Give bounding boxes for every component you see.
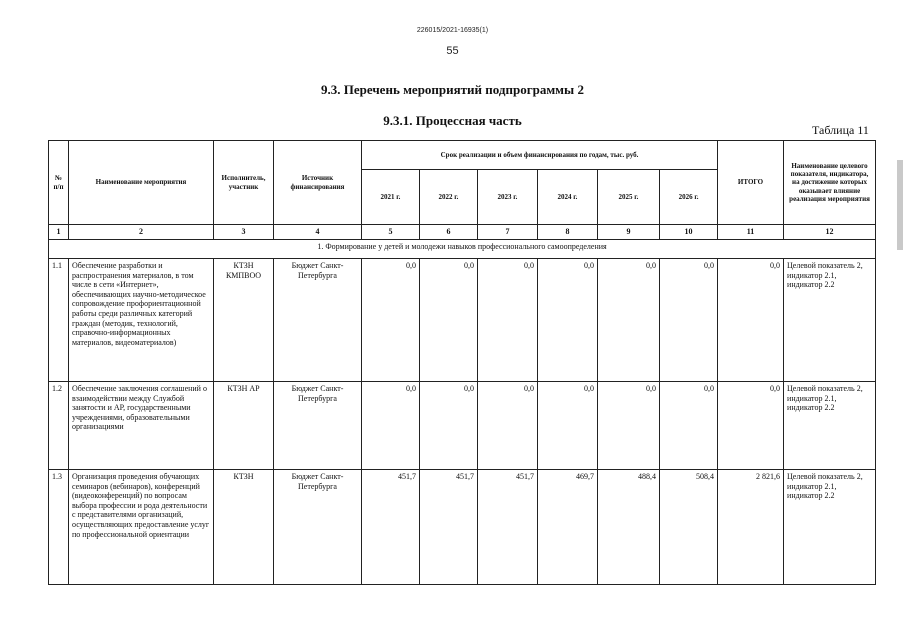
header-year: 2025 г.: [598, 170, 660, 225]
row-value: 0,0: [478, 259, 538, 382]
row-value: 0,0: [420, 382, 478, 470]
column-number-row: [49, 225, 876, 240]
group-row: [49, 240, 876, 259]
header-row: [49, 141, 876, 170]
row-executor: КТЗН: [214, 470, 274, 585]
row-value: 488,4: [598, 470, 660, 585]
column-number: 6: [420, 225, 478, 240]
header-year: 2022 г.: [420, 170, 478, 225]
row-value: 0,0: [598, 259, 660, 382]
scan-edge-mark: [897, 160, 903, 250]
header-executor: Исполнитель, участник: [214, 141, 274, 225]
row-num: 1.3: [49, 470, 69, 585]
row-indicator: Целевой показатель 2, индикатор 2.1, индикатор 2.2: [784, 382, 876, 470]
row-total: 2 821,6: [718, 470, 784, 585]
header-year: 2024 г.: [538, 170, 598, 225]
column-number: 9: [598, 225, 660, 240]
row-num: 1.1: [49, 259, 69, 382]
section-title: 9.3. Перечень мероприятий подпрограммы 2: [321, 82, 584, 97]
document-id: 226015/2021-16935(1): [416, 27, 489, 34]
row-name: Обеспечение заключения соглашений о взаимодействии между Службой занятости и АР, государственными учреждениями, образовательными организациями: [69, 382, 214, 470]
header-total: ИТОГО: [718, 141, 784, 225]
table-row: [49, 470, 876, 585]
column-number: 11: [718, 225, 784, 240]
row-total: 0,0: [718, 382, 784, 470]
row-value: 0,0: [538, 382, 598, 470]
row-value: 0,0: [538, 259, 598, 382]
subsection-title: 9.3.1. Процессная часть: [383, 113, 522, 128]
header-year: 2023 г.: [478, 170, 538, 225]
row-executor: КТЗН КМПВОО: [214, 259, 274, 382]
header-period-group: Срок реализации и объем финансирования по годам, тыс. руб.: [362, 141, 718, 170]
row-source: Бюджет Санкт-Петербурга: [274, 259, 362, 382]
row-source: Бюджет Санкт-Петербурга: [274, 470, 362, 585]
row-name: Организация проведения обучающих семинаров (вебинаров), конференций (видеоконференций) по вопросам выбора профессии и рода деятельности с представителями организаций, осуществляющих предоставление услуг по профессиональной ориентации: [69, 470, 214, 585]
row-value: 451,7: [362, 470, 420, 585]
row-name: Обеспечение разработки и распространения материалов, в том числе в сети «Интернет», обеспечивающих научно-методическое сопровождение профориентационной работы среди различных категорий граждан (методик, технологий, справочно-информационных материалов, видеоматериалов): [69, 259, 214, 382]
column-number: 4: [274, 225, 362, 240]
column-number: 3: [214, 225, 274, 240]
header-year: 2026 г.: [660, 170, 718, 225]
header-source: Источник финансирования: [274, 141, 362, 225]
row-executor: КТЗН АР: [214, 382, 274, 470]
row-indicator: Целевой показатель 2, индикатор 2.1, индикатор 2.2: [784, 470, 876, 585]
row-value: 0,0: [420, 259, 478, 382]
row-value: 451,7: [478, 470, 538, 585]
column-number: 7: [478, 225, 538, 240]
row-value: 0,0: [478, 382, 538, 470]
column-number: 12: [784, 225, 876, 240]
column-number: 10: [660, 225, 718, 240]
row-num: 1.2: [49, 382, 69, 470]
row-value: 0,0: [362, 259, 420, 382]
column-number: 5: [362, 225, 420, 240]
table-row: [49, 382, 876, 470]
column-number: 2: [69, 225, 214, 240]
table-label: Таблица 11: [812, 123, 869, 137]
row-total: 0,0: [718, 259, 784, 382]
header-num: № п/п: [49, 141, 69, 225]
header-name: Наименование мероприятия: [69, 141, 214, 225]
row-value: 508,4: [660, 470, 718, 585]
measures-table: [48, 140, 876, 585]
group-title: 1. Формирование у детей и молодежи навыков профессионального самоопределения: [49, 240, 876, 259]
row-value: 451,7: [420, 470, 478, 585]
column-number: 1: [49, 225, 69, 240]
row-source: Бюджет Санкт-Петербурга: [274, 382, 362, 470]
column-number: 8: [538, 225, 598, 240]
table-row: [49, 259, 876, 382]
header-year: 2021 г.: [362, 170, 420, 225]
row-indicator: Целевой показатель 2, индикатор 2.1, индикатор 2.2: [784, 259, 876, 382]
row-value: 0,0: [660, 259, 718, 382]
page-number: 55: [446, 45, 459, 57]
row-value: 469,7: [538, 470, 598, 585]
row-value: 0,0: [598, 382, 660, 470]
header-indicator: Наименование целевого показателя, индикатора, на достижение которых оказывает влияние реализация мероприятия: [784, 141, 876, 225]
row-value: 0,0: [362, 382, 420, 470]
row-value: 0,0: [660, 382, 718, 470]
